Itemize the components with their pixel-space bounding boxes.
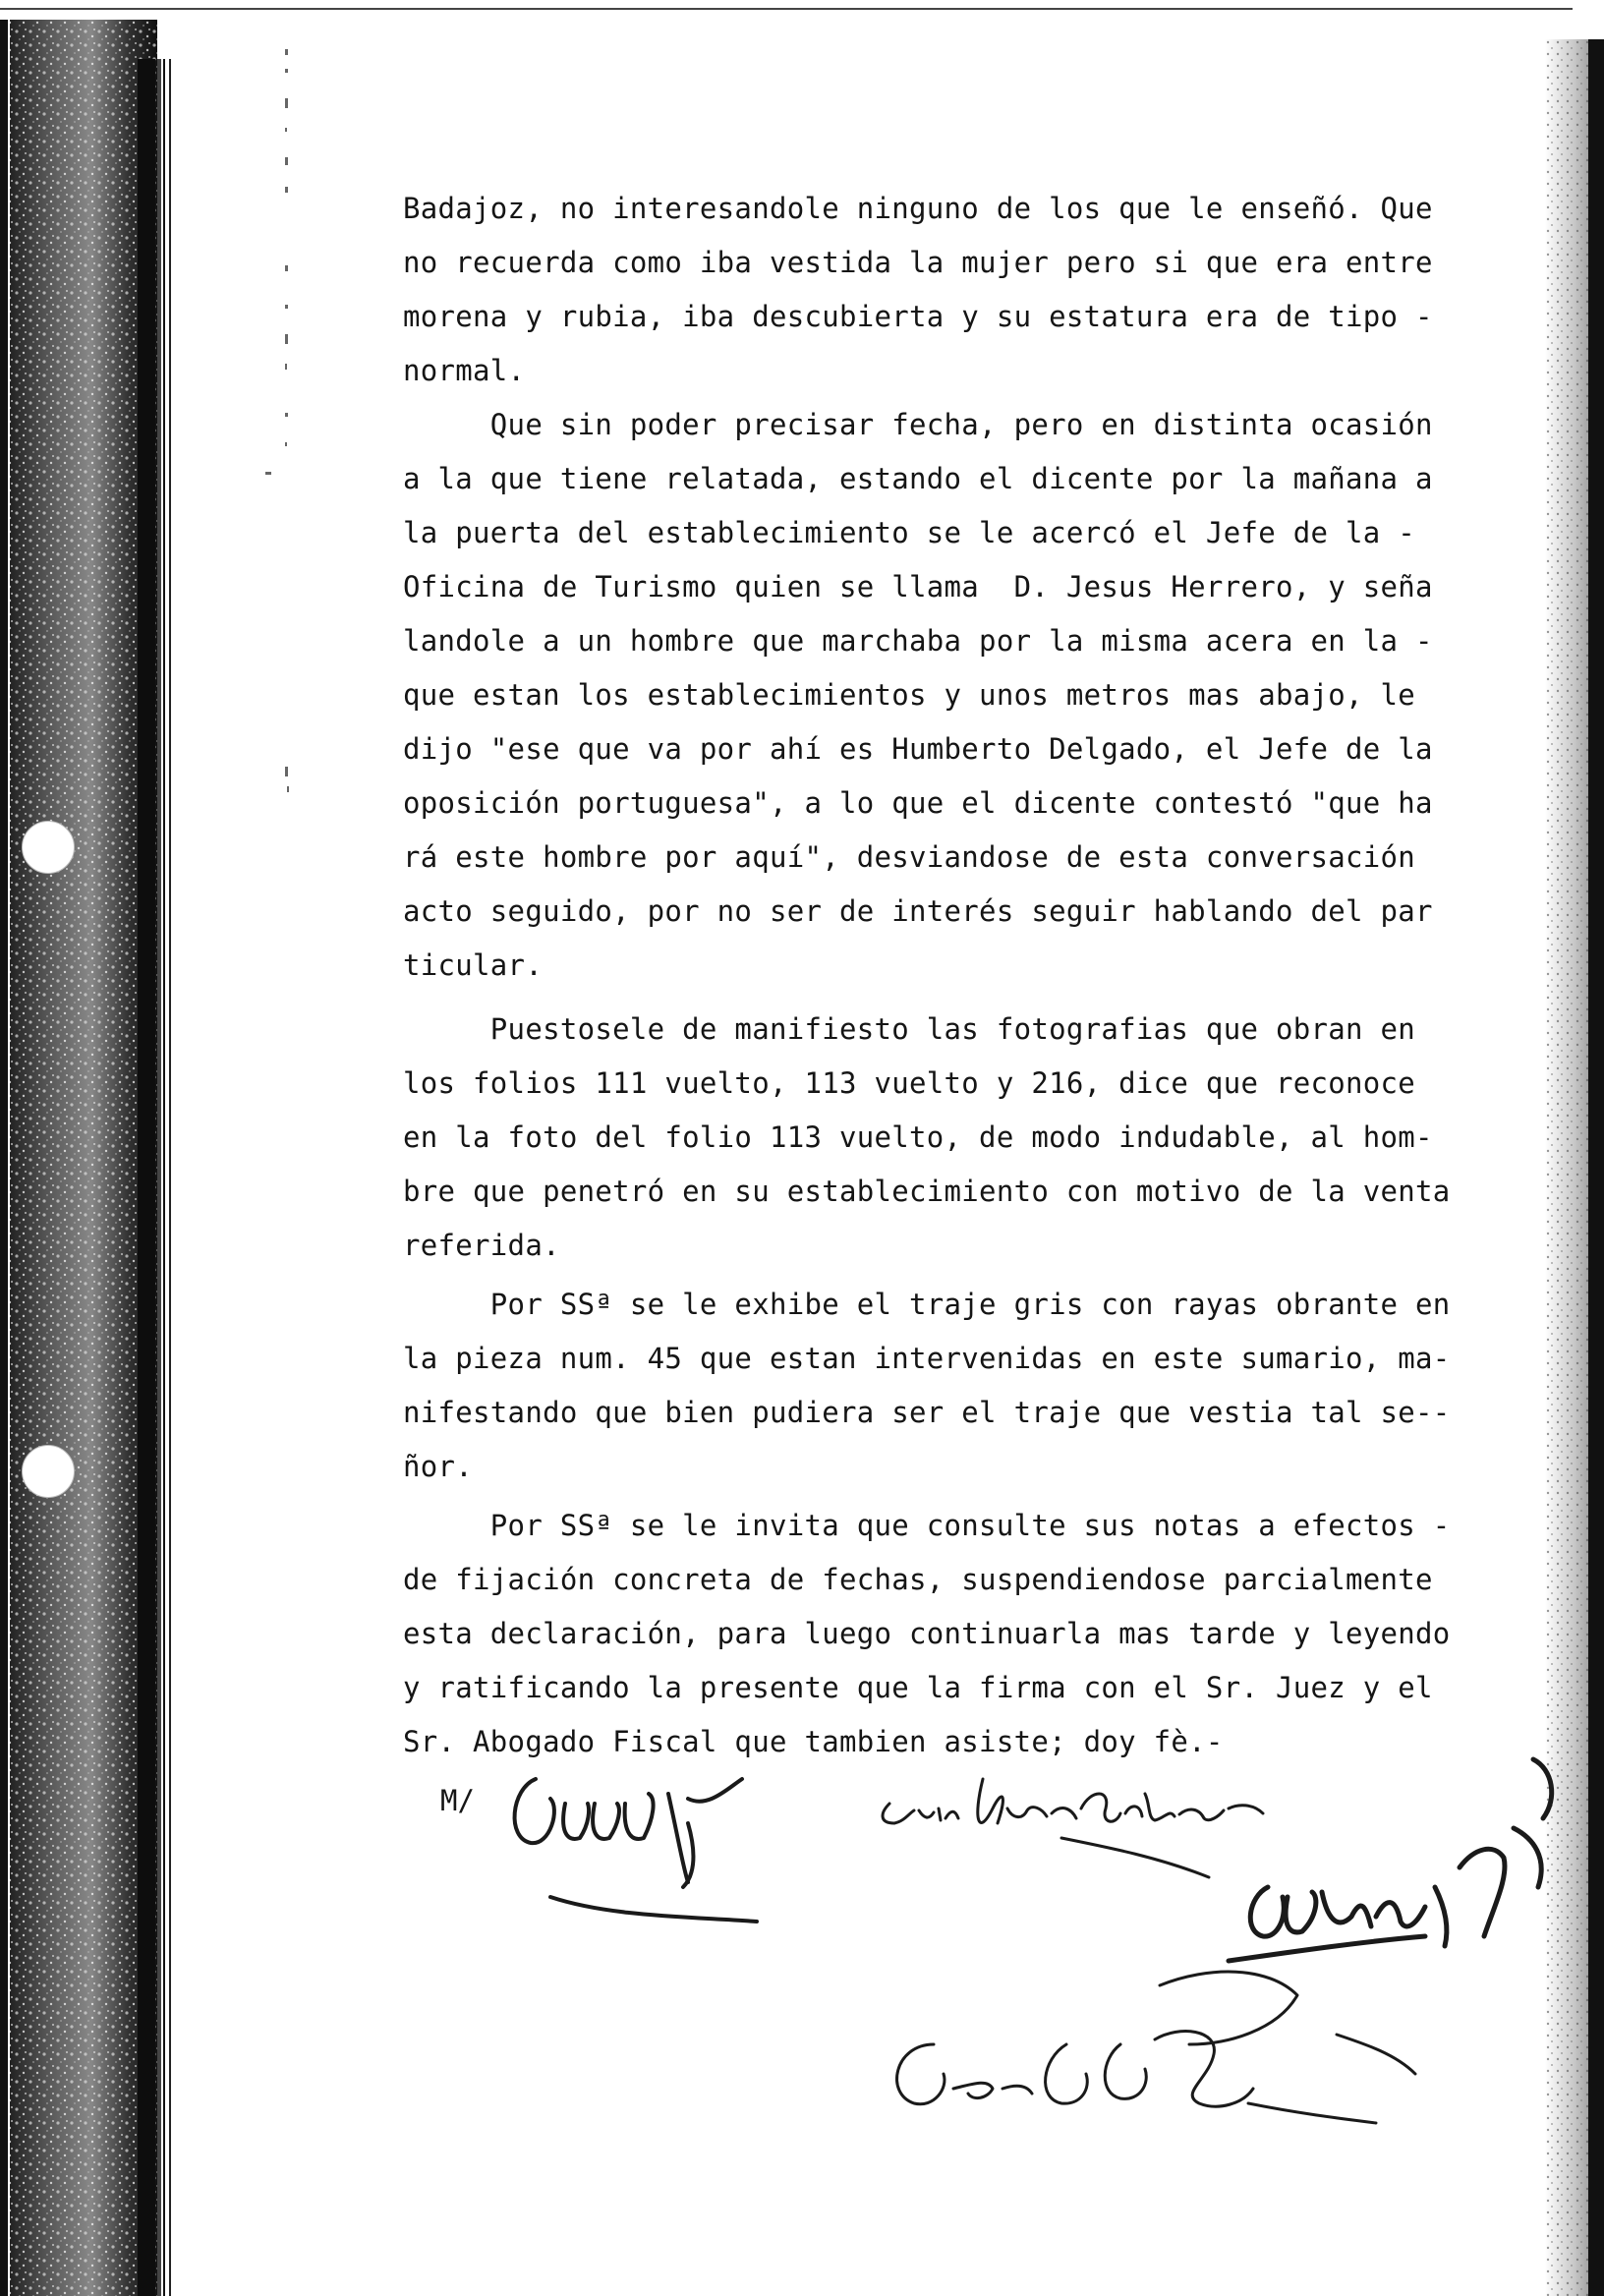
text-line: los folios 111 vuelto, 113 vuelto y 216, dice que reconoce xyxy=(403,1066,1416,1100)
text-line: no recuerda como iba vestida la mujer pero si que era entre xyxy=(403,246,1433,279)
margin-scan-marks xyxy=(256,39,315,1415)
top-rule xyxy=(0,8,1573,10)
handwritten-signatures xyxy=(0,1750,1604,2182)
text-line: la pieza num. 45 que estan intervenidas en este sumario, ma- xyxy=(403,1342,1451,1375)
text-line: Sr. Abogado Fiscal que tambien asiste; doy fè.- xyxy=(403,1725,1224,1758)
text-line: referida. xyxy=(403,1229,560,1262)
punch-hole-upper xyxy=(22,821,75,874)
text-line: nifestando que bien pudiera ser el traje que vestia tal se-- xyxy=(403,1396,1451,1429)
text-line: esta declaración, para luego continuarla mas tarde y leyendo xyxy=(403,1617,1451,1650)
text-line: que estan los establecimientos y unos metros mas abajo, le xyxy=(403,678,1416,712)
signature-fiscal xyxy=(897,1972,1415,2123)
text-line: acto seguido, por no ser de interés seguir hablando del par xyxy=(403,894,1433,928)
signature-judge xyxy=(515,1779,757,1922)
signature-area xyxy=(0,1750,1604,2182)
text-line: Que sin poder precisar fecha, pero en distinta ocasión xyxy=(403,408,1433,441)
text-line: Badajoz, no interesandole ninguno de los que le enseñó. Que xyxy=(403,192,1433,225)
signature-name xyxy=(883,1779,1263,1877)
signature-right xyxy=(1229,1759,1552,1961)
punch-hole-lower xyxy=(22,1445,75,1498)
text-line: en la foto del folio 113 vuelto, de modo indudable, al hom- xyxy=(403,1120,1433,1154)
text-line: bre que penetró en su establecimiento con motivo de la venta xyxy=(403,1175,1451,1208)
text-line: y ratificando la presente que la firma con el Sr. Juez y el xyxy=(403,1671,1433,1704)
text-line: landole a un hombre que marchaba por la misma acera en la - xyxy=(403,624,1433,658)
text-line: rá este hombre por aquí", desviandose de esta conversación xyxy=(403,840,1416,874)
signature-mark: M/ xyxy=(440,1784,475,1817)
text-line: Por SSª se le invita que consulte sus notas a efectos - xyxy=(403,1509,1451,1542)
text-line: normal. xyxy=(403,354,526,387)
text-line: de fijación concreta de fechas, suspendiendose parcialmente xyxy=(403,1563,1433,1596)
text-line: a la que tiene relatada, estando el dicente por la mañana a xyxy=(403,462,1433,495)
text-line: morena y rubia, iba descubierta y su estatura era de tipo - xyxy=(403,300,1433,333)
text-line: la puerta del establecimiento se le acercó el Jefe de la - xyxy=(403,516,1416,549)
text-line: Oficina de Turismo quien se llama D. Jesus Herrero, y seña xyxy=(403,570,1433,603)
text-line: Por SSª se le exhibe el traje gris con rayas obrante en xyxy=(403,1288,1451,1321)
text-line: oposición portuguesa", a lo que el dicente contestó "que ha xyxy=(403,786,1433,820)
text-line: dijo "ese que va por ahí es Humberto Delgado, el Jefe de la xyxy=(403,732,1433,766)
text-line: ticular. xyxy=(403,948,544,982)
text-line: ñor. xyxy=(403,1450,474,1483)
text-line: Puestosele de manifiesto las fotografias que obran en xyxy=(403,1012,1416,1046)
